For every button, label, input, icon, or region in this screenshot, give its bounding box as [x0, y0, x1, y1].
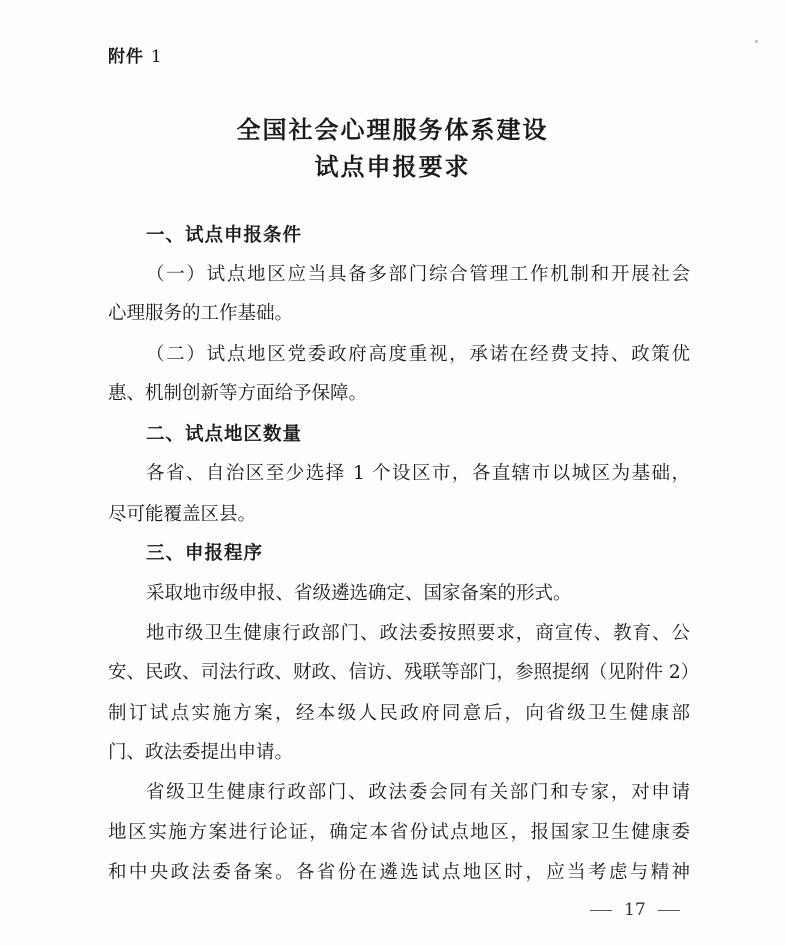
paragraph-line: 省级卫生健康行政部门、政法委会同有关部门和专家，对申请 [146, 782, 690, 803]
scan-speck [755, 40, 758, 43]
section-1-heading: 一、试点申报条件 [146, 225, 303, 246]
paragraph-line: 尽可能覆盖区县。 [108, 504, 257, 525]
paragraph-line: 各省、自治区至少选择 1 个设区市，各直辖市以城区为基础， [146, 463, 690, 484]
paragraph-line: 地市级卫生健康行政部门、政法委按照要求，商宣传、教育、公 [146, 623, 690, 644]
paragraph-line: （一）试点地区应当具备多部门综合管理工作机制和开展社会 [146, 264, 690, 285]
attachment-label-text: 附件 [108, 47, 144, 67]
paragraph-line: 采取地市级申报、省级遴选确定、国家备案的形式。 [146, 583, 572, 604]
paragraph-line: 惠、机制创新等方面给予保障。 [108, 383, 368, 404]
paragraph-line: 心理服务的工作基础。 [108, 303, 294, 324]
page-number [590, 900, 680, 920]
section-2-heading: 二、试点地区数量 [146, 424, 303, 445]
paragraph-line: 和中央政法委备案。各省份在遴选试点地区时，应当考虑与精神 [108, 862, 690, 883]
paragraph-line: 地区实施方案进行论证，确定本省份试点地区，报国家卫生健康委 [108, 822, 690, 843]
document-title-line-1: 全国社会心理服务体系建设 [236, 116, 549, 144]
paragraph-line: 门、政法委提出申请。 [108, 742, 294, 763]
attachment-label [108, 42, 163, 67]
paragraph-line: 制订试点实施方案，经本级人民政府同意后，向省级卫生健康部 [108, 703, 690, 724]
attachment-number: 1 [150, 47, 163, 67]
page-number-value: 17 [624, 900, 646, 920]
paragraph-line: 安、民政、司法行政、财政、信访、残联等部门，参照提纲（见附件 2） [108, 662, 700, 683]
document-title-line-2: 试点申报要求 [314, 153, 471, 181]
paragraph-line: （二）试点地区党委政府高度重视，承诺在经费支持、政策优 [146, 344, 690, 365]
section-3-heading: 三、申报程序 [146, 543, 264, 564]
